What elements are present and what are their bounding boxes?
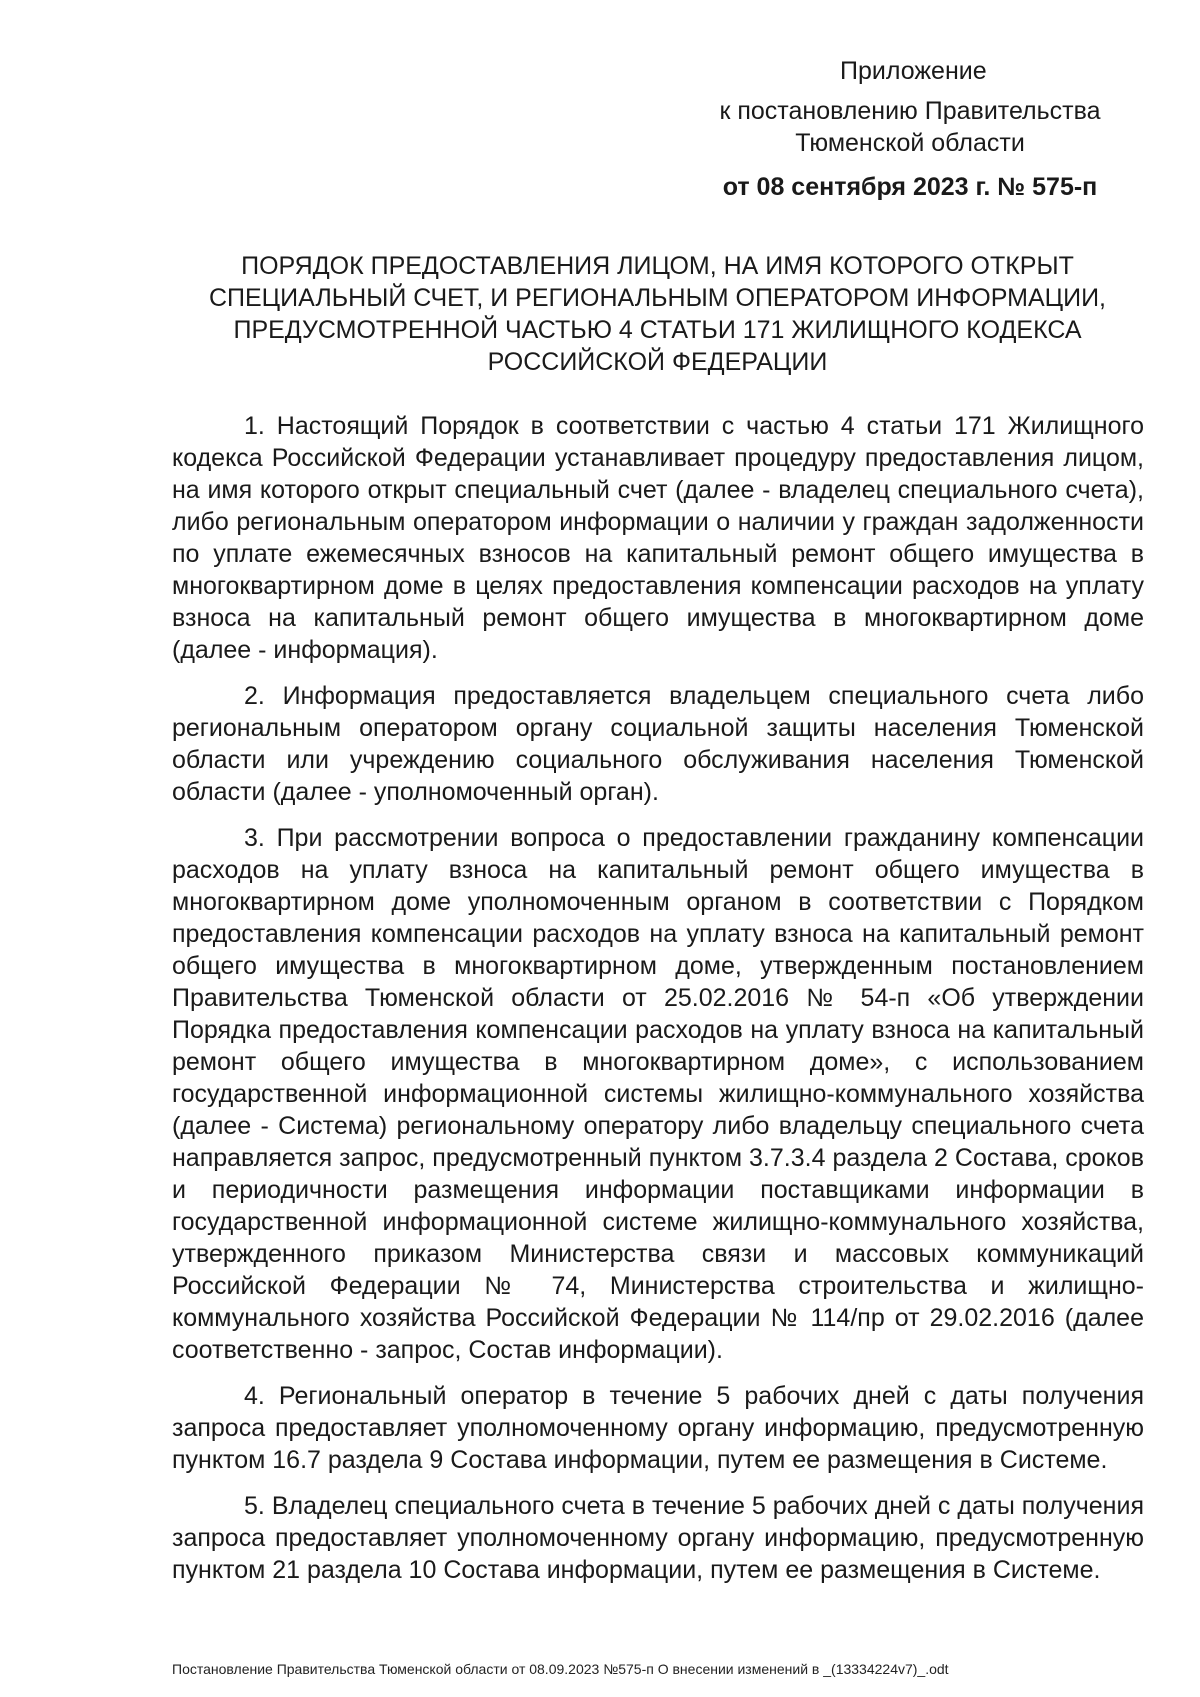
page-footer: Постановление Правительства Тюменской области от 08.09.2023 №575-п О внесении изменений в _(13334224v7)_.odt [172,1661,949,1677]
document-title: ПОРЯДОК ПРЕДОСТАВЛЕНИЯ ЛИЦОМ, НА ИМЯ КОТОРОГО ОТКРЫТ СПЕЦИАЛЬНЫЙ СЧЕТ, И РЕГИОНАЛЬНЫМ ОПЕРАТОРОМ ИНФОРМАЦИИ, ПРЕДУСМОТРЕННОЙ ЧАСТЬЮ 4 СТАТЬИ 171 ЖИЛИЩНОГО КОДЕКСА РОССИЙСКОЙ ФЕДЕРАЦИИ [208,252,1106,376]
appendix-header [700,55,1120,203]
appendix-region-line: Тюменской области [795,129,1025,157]
appendix-date-number: от 08 сентября 2023 г. № 575-п [722,173,1098,201]
appendix-label: Приложение [840,57,987,85]
paragraph-3: 3. При рассмотрении вопроса о предоставлении гражданину компенсации расходов на уплату взноса на капитальный ремонт общего имущества в многоквартирном доме уполномоченным органом в соответствии с Порядком предоставления компенсации расходов на уплату взноса на капитальный ремонт общего имущества в многоквартирном доме, утвержденным постановлением Правительства Тюменской области от 25.02.2016 № 54-п «Об утверждении Порядка предоставления компенсации расходов на уплату взноса на капитальный ремонт общего имущества в многоквартирном доме», с использованием государственной информационной системы жилищно-коммунального хозяйства (далее - Система) региональному оператору либо владельцу специального счета направляется запрос, предусмотренный пунктом 3.7.3.4 раздела 2 Состава, сроков и периодичности размещения информации поставщиками информации в государственной информационной системе жилищно-коммунального хозяйства, утвержденного приказом Министерства связи и массовых коммуникаций Российской Федерации № 74, Министерства строительства и жилищно-коммунального хозяйства Российской Федерации № 114/пр от 29.02.2016 (далее соответственно - запрос, Состав информации). [172,824,1144,1364]
appendix-resolution-line: к постановлению Правительства [719,97,1101,125]
paragraph-1: 1. Настоящий Порядок в соответствии с частью 4 статьи 171 Жилищного кодекса Российской Федерации устанавливает процедуру предоставления лицом, на имя которого открыт специальный счет (далее - владелец специального счета), либо региональным оператором информации о наличии у граждан задолженности по уплате ежемесячных взносов на капитальный ремонт общего имущества в многоквартирном доме в целях предоставления компенсации расходов на уплату взноса на капитальный ремонт общего имущества в многоквартирном доме (далее - информация). [172,412,1144,664]
paragraph-5: 5. Владелец специального счета в течение 5 рабочих дней с даты получения запроса предоставляет уполномоченному органу информацию, предусмотренную пунктом 21 раздела 10 Состава информации, путем ее размещения в Системе. [172,1492,1144,1584]
paragraph-4: 4. Региональный оператор в течение 5 рабочих дней с даты получения запроса предоставляет уполномоченному органу информацию, предусмотренную пунктом 16.7 раздела 9 Состава информации, путем ее размещения в Системе. [172,1382,1144,1474]
paragraph-2: 2. Информация предоставляется владельцем специального счета либо региональным оператором органу социальной защиты населения Тюменской области или учреждению социального обслуживания населения Тюменской области (далее - уполномоченный орган). [172,682,1144,806]
document-body [172,410,1144,1600]
